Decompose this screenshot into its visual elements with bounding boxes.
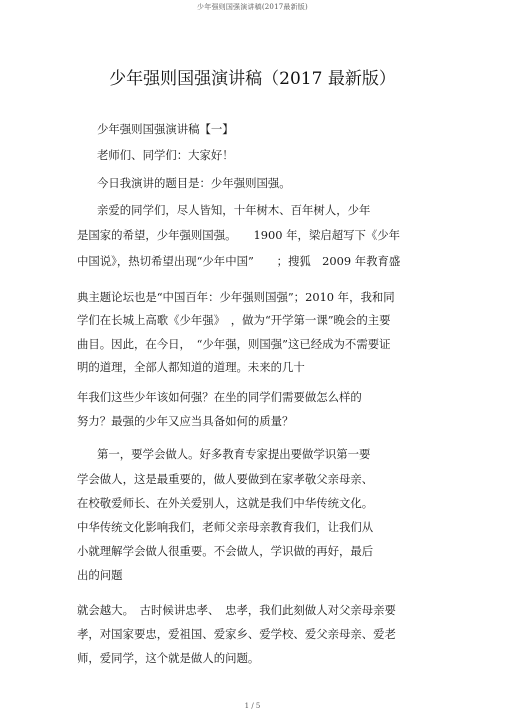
paragraph-line: 是国家的希望，少年强则国强。 1900 年，梁启超写下《少年 xyxy=(77,228,401,242)
paragraph-line: 师，爱同学，这个就是做人的问题。 xyxy=(77,651,260,665)
paragraph-line: 明的道理，全部人都知道的道理。未来的几十 xyxy=(77,360,305,374)
paragraph-line: 中华传统文化影响我们，老师父亲母亲教育我们，让我们从 xyxy=(77,520,374,534)
paragraph-line: 努力？最强的少年又应当具备如何的质量？ xyxy=(77,414,294,428)
paragraph-line: 在校敬爱师长、在外关爱别人，这就是我们中华传统文化。 xyxy=(77,496,374,510)
page-number: 1 / 5 xyxy=(244,702,261,710)
paragraph-line: 典主题论坛也是“中国百年：少年强则国强”；2010 年，我和同 xyxy=(77,290,395,304)
paragraph-line: 今日我演讲的题目是：少年强则国强。 xyxy=(97,176,291,190)
paragraph-line: 老师们、同学们：大家好！ xyxy=(97,148,234,162)
paragraph-line: 年我们这些少年该如何强？在坐的同学们需要做怎么样的 xyxy=(77,390,362,404)
paragraph-line: 小就理解学会做人很重要。不会做人，学识做的再好，最后 xyxy=(77,544,374,558)
paragraph-line: 亲爱的同学们，尽人皆知，十年树木、百年树人，少年 xyxy=(97,203,371,217)
paragraph-line: 中国说》，热切希望出现“少年中国” ；搜狐 2009 年教育盛 xyxy=(77,254,401,268)
paragraph-line: 孝，对国家要忠，爱祖国、爱家乡、爱学校、爱父亲母亲、爱老 xyxy=(77,627,396,641)
paragraph-line: 就会越大。 古时候讲忠孝、 忠孝，我们此刻做人对父亲母亲要 xyxy=(77,603,396,617)
document-title: 少年强则国强演讲稿（2017 最新版） xyxy=(109,69,396,89)
running-header: 少年强则国强演讲稿(2017最新版) xyxy=(197,3,308,11)
paragraph-line: 少年强则国强演讲稿【一】 xyxy=(97,122,234,136)
paragraph-line: 出的问题 xyxy=(77,568,123,582)
paragraph-line: 曲目。因此，在今日， “少年强，则国强”这已经成为不需要证 xyxy=(77,337,391,351)
paragraph-line: 第一，要学会做人。好多教育专家提出要做学识第一要 xyxy=(97,447,371,461)
paragraph-line: 学会做人，这是最重要的，做人要做到在家孝敬父亲母亲、 xyxy=(77,472,374,486)
paragraph-line: 学们在长城上高歌《少年强》 ，做为“开学第一课”晚会的主要 xyxy=(77,313,391,327)
